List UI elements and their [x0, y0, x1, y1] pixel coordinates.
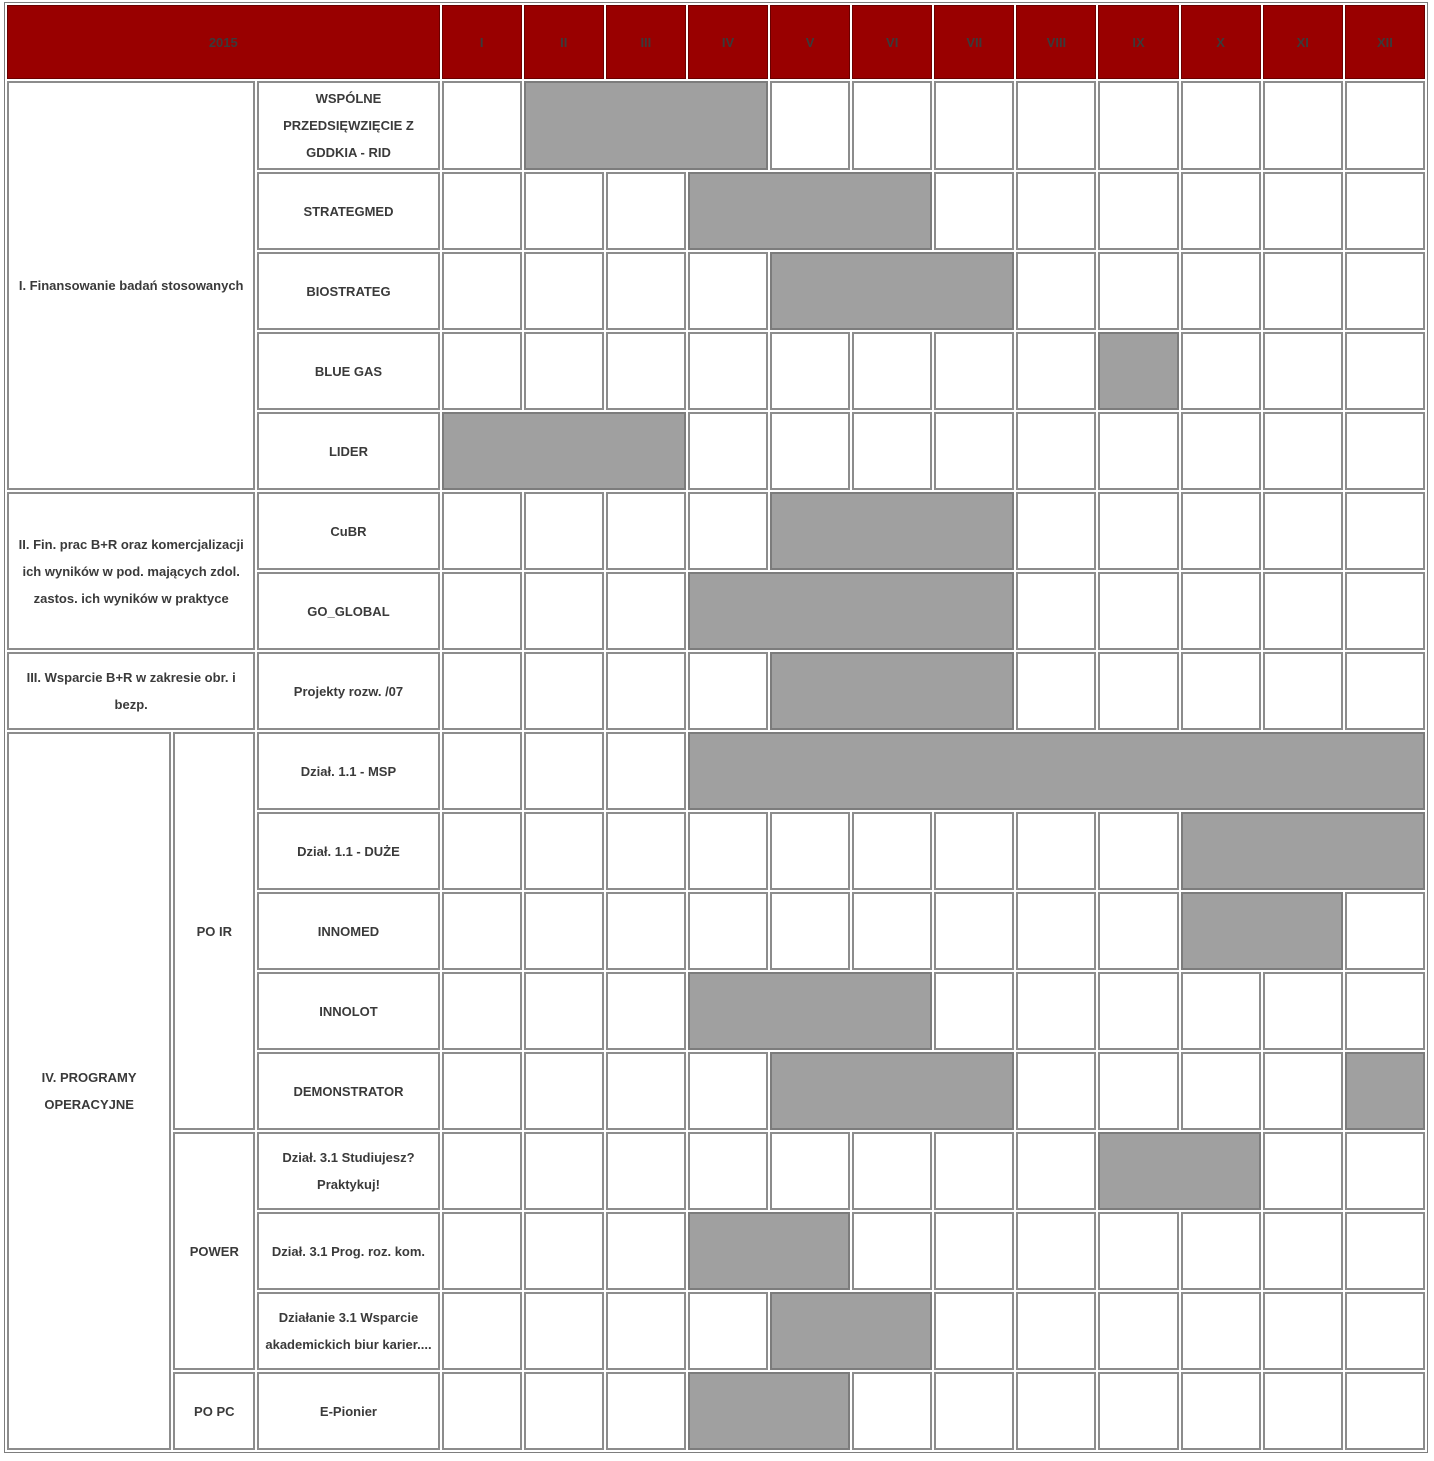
month-cell — [934, 332, 1014, 410]
month-cell — [1016, 492, 1096, 570]
month-cell — [688, 892, 768, 970]
month-cell — [1181, 972, 1261, 1050]
program-name: CuBR — [257, 492, 439, 570]
active-period-bar — [688, 1212, 850, 1290]
program-name: BIOSTRATEG — [257, 252, 439, 330]
month-cell — [770, 892, 850, 970]
active-period-bar — [1181, 892, 1343, 970]
group-label: II. Fin. prac B+R oraz komercjalizacji ich wyników w pod. mających zdol. zastos. ich wyników w praktyce — [7, 492, 255, 650]
month-cell — [1016, 572, 1096, 650]
month-cell — [688, 492, 768, 570]
month-cell — [770, 81, 850, 170]
month-cell — [606, 252, 686, 330]
program-name: Dział. 3.1 Studiujesz? Praktykuj! — [257, 1132, 439, 1210]
month-cell — [442, 1052, 522, 1130]
month-cell — [1016, 1052, 1096, 1130]
month-cell — [934, 1292, 1014, 1370]
schedule-body — [7, 81, 1425, 1450]
month-cell — [688, 1052, 768, 1130]
month-cell — [1098, 252, 1178, 330]
active-period-bar — [1098, 332, 1178, 410]
month-cell — [1181, 172, 1261, 250]
month-cell — [524, 1212, 604, 1290]
month-cell — [1016, 412, 1096, 490]
month-cell — [1016, 1292, 1096, 1370]
month-cell — [1263, 81, 1343, 170]
month-cell — [1016, 972, 1096, 1050]
month-cell — [934, 1212, 1014, 1290]
month-cell — [1263, 172, 1343, 250]
month-cell — [442, 81, 522, 170]
month-cell — [606, 172, 686, 250]
program-name: Projekty rozw. /07 — [257, 652, 439, 730]
schedule-row — [7, 492, 1425, 570]
month-header: I — [442, 5, 522, 79]
month-cell — [852, 412, 932, 490]
program-name: LIDER — [257, 412, 439, 490]
month-cell — [1181, 492, 1261, 570]
header-row — [7, 5, 1425, 79]
program-name: Dział. 1.1 - DUŻE — [257, 812, 439, 890]
month-cell — [688, 252, 768, 330]
month-cell — [524, 1132, 604, 1210]
month-cell — [1181, 412, 1261, 490]
month-cell — [1263, 1052, 1343, 1130]
month-cell — [934, 812, 1014, 890]
active-period-bar — [688, 1372, 850, 1450]
program-name: STRATEGMED — [257, 172, 439, 250]
month-cell — [524, 732, 604, 810]
program-name: Działanie 3.1 Wsparcie akademickich biur karier.... — [257, 1292, 439, 1370]
month-header: VII — [934, 5, 1014, 79]
month-cell — [524, 1052, 604, 1130]
month-cell — [606, 1132, 686, 1210]
month-cell — [1098, 1052, 1178, 1130]
active-period-bar — [688, 732, 1425, 810]
month-cell — [606, 492, 686, 570]
month-header: V — [770, 5, 850, 79]
month-cell — [442, 892, 522, 970]
month-cell — [852, 1212, 932, 1290]
program-name: Dział. 3.1 Prog. roz. kom. — [257, 1212, 439, 1290]
month-cell — [524, 492, 604, 570]
month-cell — [606, 652, 686, 730]
active-period-bar — [770, 1052, 1014, 1130]
month-cell — [1181, 1052, 1261, 1130]
month-cell — [1016, 892, 1096, 970]
month-cell — [934, 1132, 1014, 1210]
month-cell — [1098, 812, 1178, 890]
month-cell — [524, 572, 604, 650]
month-cell — [934, 412, 1014, 490]
month-cell — [1181, 572, 1261, 650]
month-cell — [934, 972, 1014, 1050]
subgroup-label: PO IR — [173, 732, 255, 1130]
active-period-bar — [1345, 1052, 1425, 1130]
month-cell — [606, 1372, 686, 1450]
month-cell — [688, 1132, 768, 1210]
month-cell — [852, 892, 932, 970]
month-cell — [1263, 972, 1343, 1050]
month-cell — [1263, 1212, 1343, 1290]
month-cell — [1263, 492, 1343, 570]
active-period-bar — [688, 572, 1014, 650]
month-cell — [1181, 1212, 1261, 1290]
month-cell — [1016, 1132, 1096, 1210]
month-cell — [1263, 332, 1343, 410]
month-cell — [1181, 332, 1261, 410]
month-cell — [852, 332, 932, 410]
program-name: WSPÓLNE PRZEDSIĘWZIĘCIE Z GDDKIA - RID — [257, 81, 439, 170]
month-cell — [852, 812, 932, 890]
month-cell — [524, 252, 604, 330]
month-cell — [606, 332, 686, 410]
month-cell — [1345, 172, 1425, 250]
month-cell — [1181, 252, 1261, 330]
month-cell — [1016, 1212, 1096, 1290]
month-cell — [1098, 892, 1178, 970]
month-cell — [1098, 81, 1178, 170]
month-cell — [606, 572, 686, 650]
month-cell — [1345, 492, 1425, 570]
month-cell — [606, 892, 686, 970]
month-header: X — [1181, 5, 1261, 79]
active-period-bar — [688, 172, 932, 250]
month-cell — [934, 172, 1014, 250]
month-cell — [688, 412, 768, 490]
month-cell — [1098, 572, 1178, 650]
month-cell — [442, 972, 522, 1050]
month-cell — [1345, 572, 1425, 650]
month-cell — [1263, 572, 1343, 650]
month-cell — [1016, 252, 1096, 330]
month-header: IV — [688, 5, 768, 79]
month-cell — [1016, 172, 1096, 250]
month-cell — [442, 172, 522, 250]
month-cell — [1098, 1372, 1178, 1450]
month-cell — [524, 332, 604, 410]
month-cell — [1345, 892, 1425, 970]
month-cell — [1263, 252, 1343, 330]
month-cell — [606, 972, 686, 1050]
month-cell — [1345, 1292, 1425, 1370]
active-period-bar — [770, 652, 1014, 730]
month-cell — [934, 81, 1014, 170]
month-cell — [442, 572, 522, 650]
month-cell — [1345, 1372, 1425, 1450]
month-cell — [524, 892, 604, 970]
month-cell — [1098, 972, 1178, 1050]
month-cell — [770, 332, 850, 410]
month-cell — [442, 252, 522, 330]
month-cell — [934, 892, 1014, 970]
month-cell — [442, 652, 522, 730]
month-cell — [606, 1052, 686, 1130]
month-cell — [1181, 1372, 1261, 1450]
month-cell — [442, 1292, 522, 1370]
subgroup-label: PO PC — [173, 1372, 255, 1450]
month-cell — [524, 1372, 604, 1450]
year-header: 2015 — [7, 5, 440, 79]
month-cell — [1098, 652, 1178, 730]
month-cell — [524, 172, 604, 250]
program-name: INNOLOT — [257, 972, 439, 1050]
month-cell — [852, 1372, 932, 1450]
program-name: DEMONSTRATOR — [257, 1052, 439, 1130]
schedule-table — [4, 2, 1428, 1453]
group-label: I. Finansowanie badań stosowanych — [7, 81, 255, 490]
month-cell — [606, 1212, 686, 1290]
month-cell — [1345, 412, 1425, 490]
month-cell — [524, 652, 604, 730]
month-cell — [1016, 81, 1096, 170]
active-period-bar — [770, 252, 1014, 330]
program-name: INNOMED — [257, 892, 439, 970]
program-name: Dział. 1.1 - MSP — [257, 732, 439, 810]
month-cell — [934, 1372, 1014, 1450]
month-cell — [1263, 412, 1343, 490]
month-cell — [688, 812, 768, 890]
month-cell — [688, 652, 768, 730]
schedule-row — [7, 1372, 1425, 1450]
month-cell — [770, 412, 850, 490]
program-name: E-Pionier — [257, 1372, 439, 1450]
month-cell — [1016, 1372, 1096, 1450]
month-cell — [1345, 252, 1425, 330]
subgroup-label: POWER — [173, 1132, 255, 1370]
month-cell — [1098, 172, 1178, 250]
month-cell — [1016, 332, 1096, 410]
month-cell — [1345, 1132, 1425, 1210]
month-cell — [442, 1212, 522, 1290]
month-cell — [1016, 652, 1096, 730]
active-period-bar — [1098, 1132, 1260, 1210]
month-cell — [1345, 81, 1425, 170]
month-cell — [688, 332, 768, 410]
active-period-bar — [442, 412, 686, 490]
month-header: II — [524, 5, 604, 79]
month-cell — [1263, 1132, 1343, 1210]
active-period-bar — [1181, 812, 1425, 890]
month-cell — [1263, 1292, 1343, 1370]
month-header: VI — [852, 5, 932, 79]
month-cell — [1181, 1292, 1261, 1370]
schedule-row — [7, 652, 1425, 730]
month-cell — [770, 1132, 850, 1210]
month-cell — [442, 732, 522, 810]
month-cell — [688, 1292, 768, 1370]
month-cell — [442, 492, 522, 570]
program-name: BLUE GAS — [257, 332, 439, 410]
month-header: XII — [1345, 5, 1425, 79]
active-period-bar — [770, 492, 1014, 570]
program-name: GO_GLOBAL — [257, 572, 439, 650]
month-cell — [524, 972, 604, 1050]
month-cell — [524, 1292, 604, 1370]
month-cell — [1345, 332, 1425, 410]
group-label: III. Wsparcie B+R w zakresie obr. i bezp. — [7, 652, 255, 730]
month-cell — [1098, 492, 1178, 570]
month-cell — [1263, 652, 1343, 730]
month-cell — [606, 732, 686, 810]
month-cell — [606, 1292, 686, 1370]
month-cell — [442, 1132, 522, 1210]
active-period-bar — [770, 1292, 932, 1370]
month-header: XI — [1263, 5, 1343, 79]
month-cell — [1098, 1212, 1178, 1290]
month-cell — [852, 1132, 932, 1210]
group-label: IV. PROGRAMY OPERACYJNE — [7, 732, 171, 1450]
month-cell — [770, 812, 850, 890]
active-period-bar — [524, 81, 768, 170]
active-period-bar — [688, 972, 932, 1050]
month-cell — [442, 812, 522, 890]
schedule-row — [7, 1132, 1425, 1210]
month-cell — [1098, 1292, 1178, 1370]
month-cell — [1181, 652, 1261, 730]
month-cell — [606, 812, 686, 890]
schedule-row — [7, 732, 1425, 810]
month-cell — [1345, 972, 1425, 1050]
month-cell — [1345, 652, 1425, 730]
month-cell — [442, 332, 522, 410]
month-cell — [1263, 1372, 1343, 1450]
month-header: VIII — [1016, 5, 1096, 79]
month-cell — [1181, 81, 1261, 170]
month-header: III — [606, 5, 686, 79]
schedule-row — [7, 81, 1425, 170]
month-cell — [1345, 1212, 1425, 1290]
month-cell — [852, 81, 932, 170]
month-cell — [1016, 812, 1096, 890]
month-header: IX — [1098, 5, 1178, 79]
month-cell — [1098, 412, 1178, 490]
month-cell — [524, 812, 604, 890]
month-cell — [442, 1372, 522, 1450]
